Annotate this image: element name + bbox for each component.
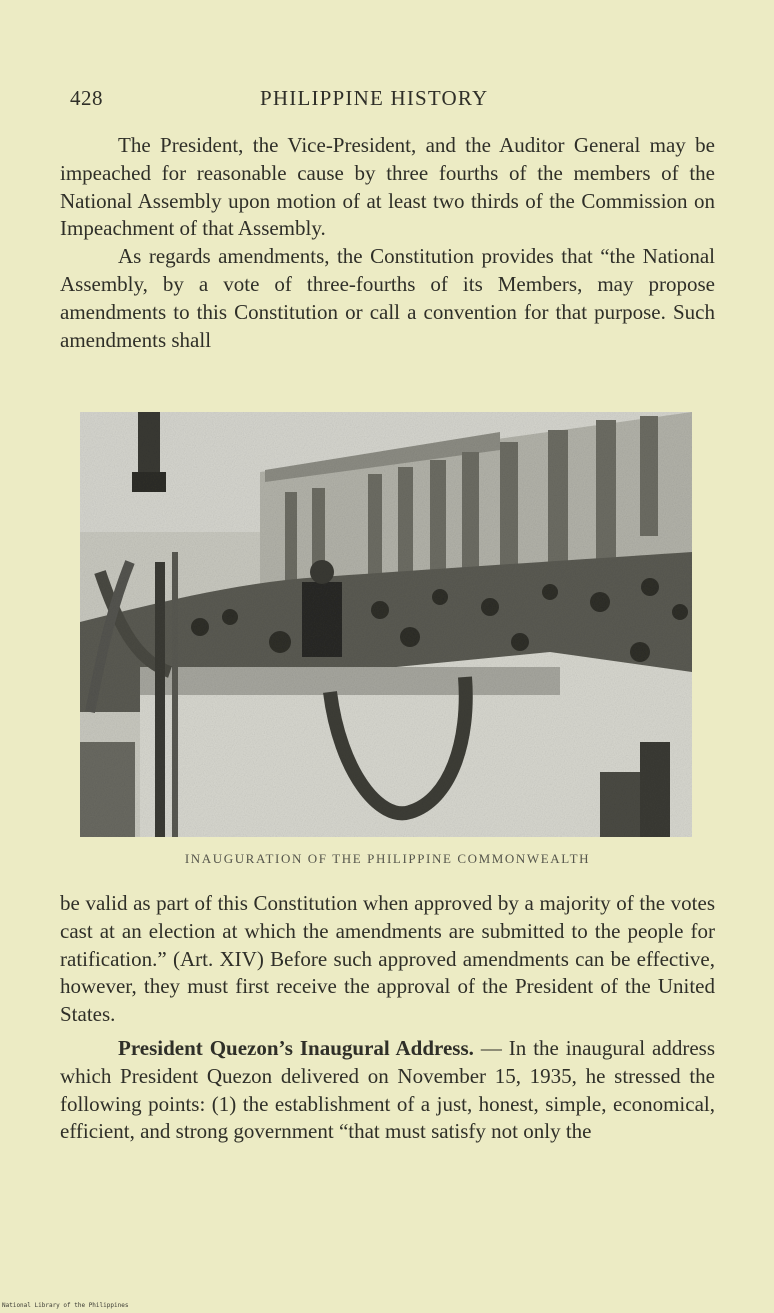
paragraph-amendments: As regards amendments, the Constitution provides that “the National Assembly, by a vote of three-fourths of its Members, may propose amendments to this Constitution or call a convention for that purpose. Such amendments shall — [60, 244, 715, 352]
library-watermark: National Library of the Philippines — [2, 1302, 129, 1309]
page-header — [70, 86, 730, 116]
paragraph-impeachment: The President, the Vice-President, and the Auditor General may be impeached for reasonable cause by three fourths of the members of the National Assembly upon motion of at least two thirds of the Commission on Impeachment of that Assembly. — [60, 133, 715, 241]
section-heading: President Quezon’s Inaugural Address. — [118, 1035, 474, 1060]
photo-illustration — [80, 412, 692, 837]
page-number: 428 — [70, 86, 103, 110]
inauguration-photo — [80, 412, 692, 837]
paragraph-inaugural-text: — In the inaugural address which President Quezon delivered on November 15, 1935, he stressed the following points: (1) the establishment of a just, honest, simple, economical, efficient, and strong government “that must satisfy not only the — [60, 1035, 715, 1144]
body-text-bottom — [60, 890, 715, 1146]
paragraph-inaugural-address — [60, 1035, 715, 1146]
body-text-top — [60, 132, 715, 354]
paragraph-amendments-continued: be valid as part of this Constitution when approved by a majority of the votes cast at an election at which the amendments are submitted to the people for ratification.” (Art. XIV) Before such approved amendments can be effective, however, they must first receive the approval of the President of the United States. — [60, 891, 715, 1027]
photo-caption: INAUGURATION OF THE PHILIPPINE COMMONWEALTH — [184, 851, 591, 866]
running-head: PHILIPPINE HISTORY — [260, 86, 489, 110]
